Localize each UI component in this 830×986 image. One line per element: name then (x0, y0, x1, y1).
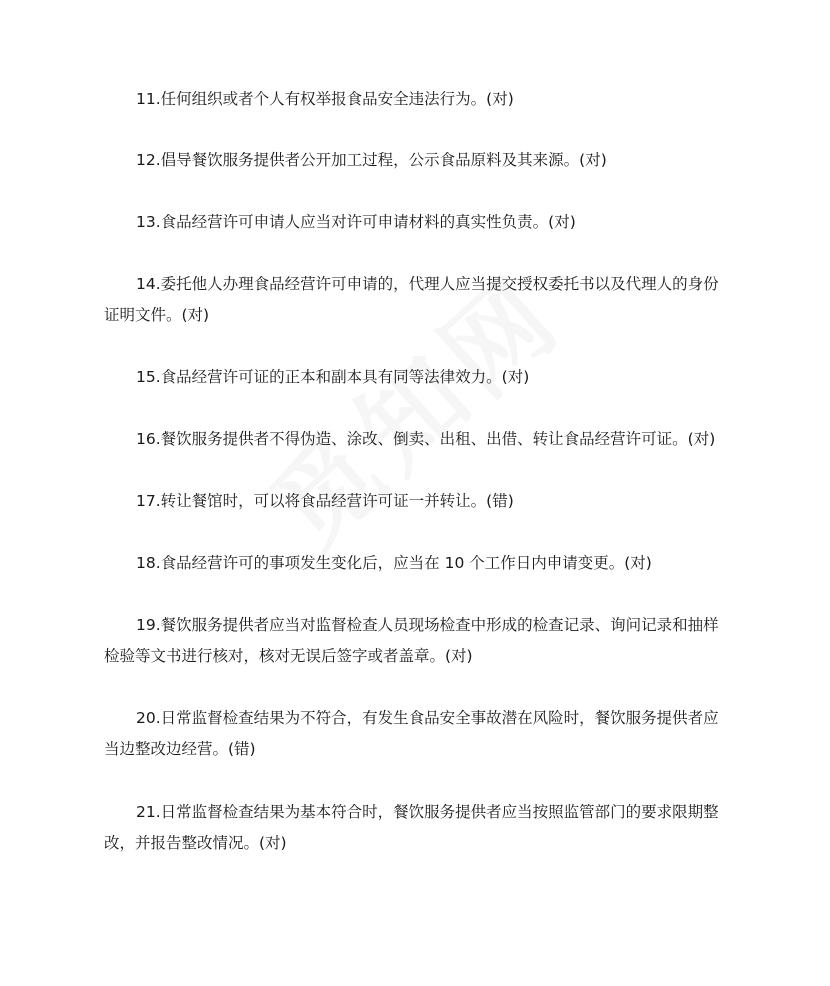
question-item-21: 21.日常监督检查结果为基本符合时，餐饮服务提供者应当按照监管部门的要求限期整改，并报告整改情况。(对) (104, 803, 719, 852)
question-item-20: 20.日常监督检查结果为不符合，有发生食品安全事故潜在风险时，餐饮服务提供者应当边整改边经营。(错) (104, 709, 719, 758)
question-item-13: 13.食品经营许可申请人应当对许可申请材料的真实性负责。(对) (136, 213, 576, 231)
question-item-17: 17.转让餐馆时，可以将食品经营许可证一并转让。(错) (136, 492, 514, 510)
question-item-14: 14.委托他人办理食品经营许可申请的，代理人应当提交授权委托书以及代理人的身份证明文件。(对) (104, 275, 719, 324)
question-item-11: 11.任何组织或者个人有权举报食品安全违法行为。(对) (136, 90, 514, 108)
question-item-12: 12.倡导餐饮服务提供者公开加工过程，公示食品原料及其来源。(对) (136, 151, 607, 169)
question-item-16: 16.餐饮服务提供者不得伪造、涂改、倒卖、出租、出借、转让食品经营许可证。(对) (136, 430, 716, 448)
question-item-19: 19.餐饮服务提供者应当对监督检查人员现场检查中形成的检查记录、询问记录和抽样检验等文书进行核对，核对无误后签字或者盖章。(对) (104, 616, 719, 665)
question-item-15: 15.食品经营许可证的正本和副本具有同等法律效力。(对) (136, 368, 530, 386)
question-item-18: 18.食品经营许可的事项发生变化后，应当在 10 个工作日内申请变更。(对) (136, 554, 652, 572)
